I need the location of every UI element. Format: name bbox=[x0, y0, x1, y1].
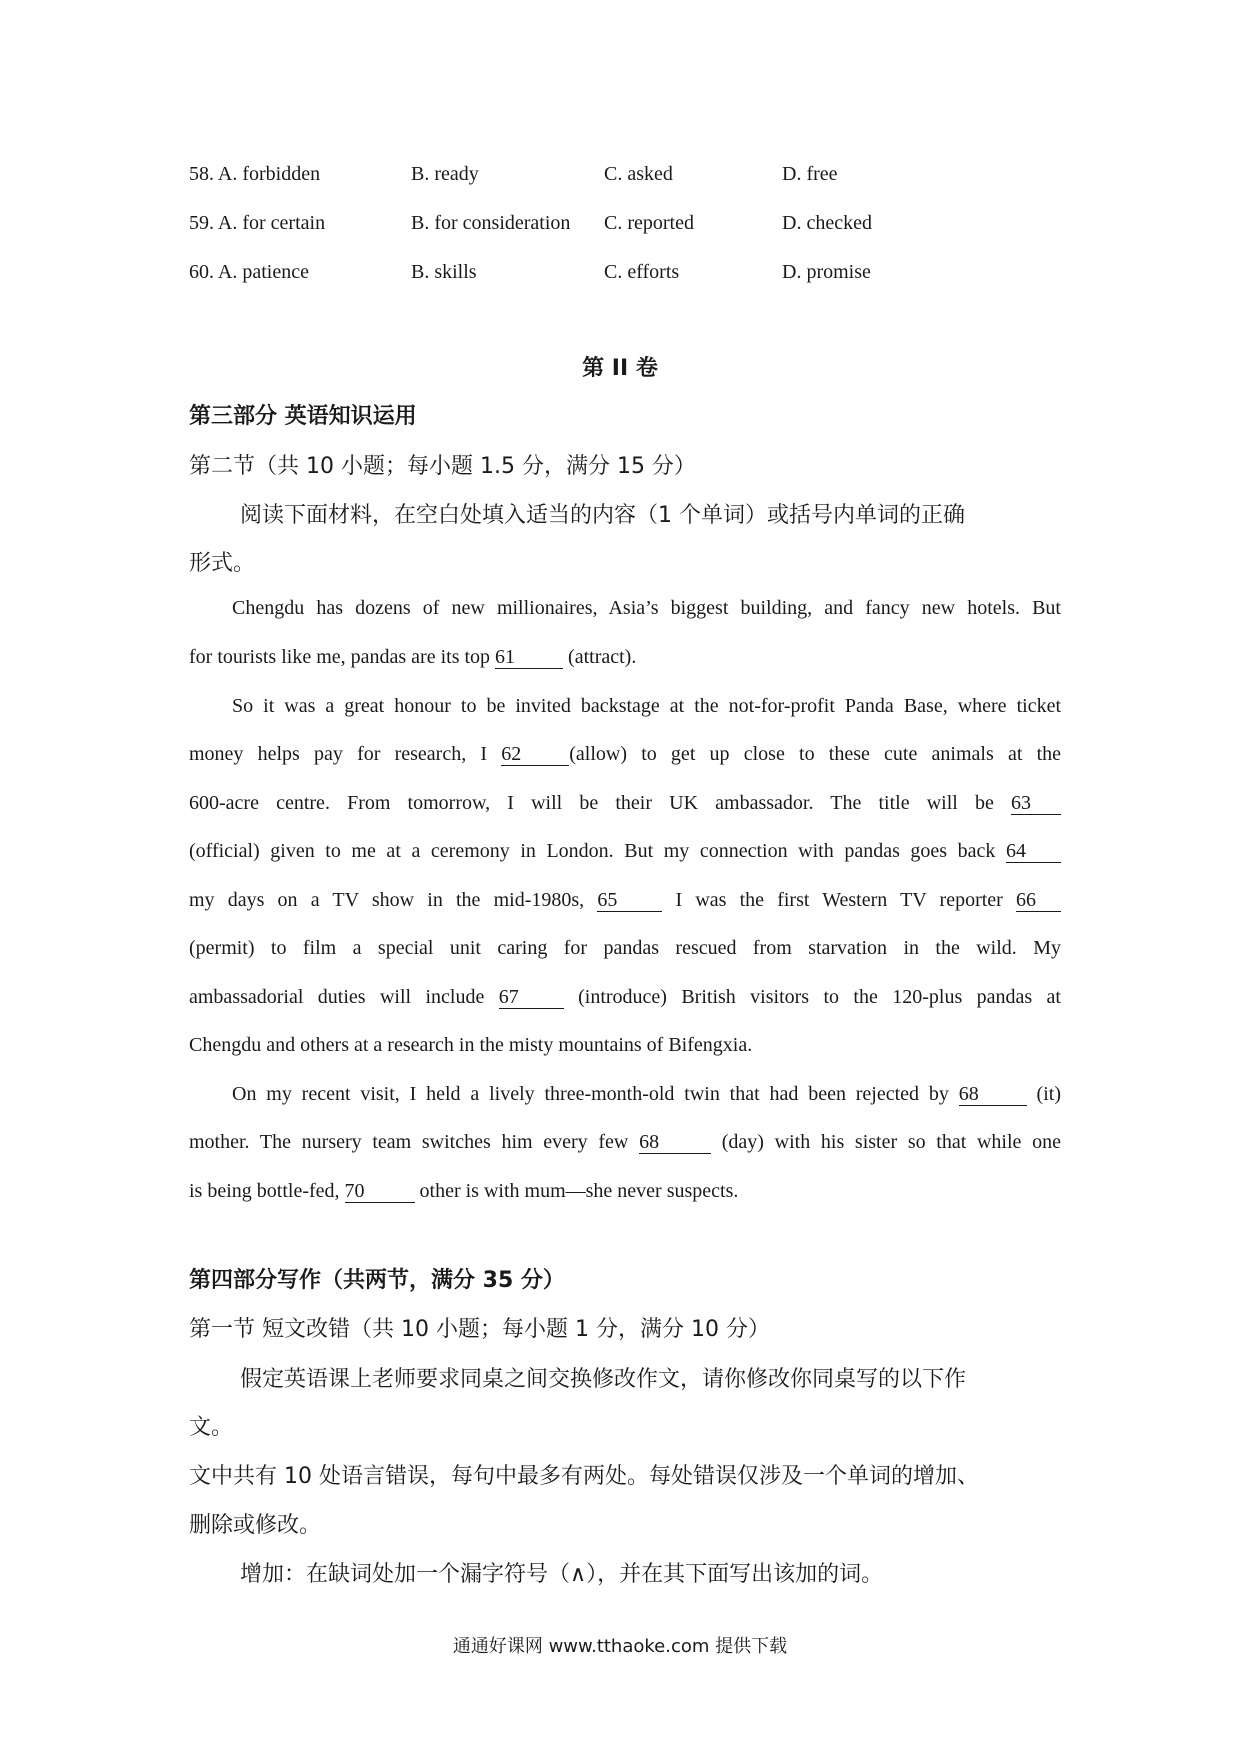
option-a: A. for certain bbox=[217, 212, 326, 234]
passage-line: ambassadorial duties will include 67 (introduce) British visitors to the 120-plus pandas at bbox=[189, 986, 1061, 1008]
blank-68: 68 bbox=[959, 1083, 1027, 1106]
option-b: B. skills bbox=[411, 261, 477, 283]
part3-title: 第三部分 英语知识运用 bbox=[189, 404, 417, 429]
volume-title: 第 II 卷 bbox=[582, 356, 658, 381]
option-d: D. checked bbox=[782, 212, 872, 234]
option-d: D. free bbox=[782, 163, 838, 185]
part4-rules-cont: 删除或修改。 bbox=[189, 1513, 322, 1538]
part4-section: 第一节 短文改错（共 10 小题；每小题 1 分，满分 10 分） bbox=[189, 1317, 770, 1342]
option-c: C. efforts bbox=[604, 261, 680, 283]
passage-line: my days on a TV show in the mid-1980s, 65 I was the first Western TV reporter 66 bbox=[189, 889, 1061, 919]
option-c: C. asked bbox=[604, 163, 673, 185]
part4-instruction: 假定英语课上老师要求同桌之间交换修改作文，请你修改你同桌写的以下作 bbox=[240, 1367, 967, 1392]
passage-line: 600-acre centre. From tomorrow, I will be their UK ambassador. The title will be 63 bbox=[189, 792, 1061, 822]
blank-70: 70 bbox=[345, 1180, 415, 1203]
question-number: 60. bbox=[189, 261, 214, 283]
page-footer: 通通好课网 www.tthaoke.com 提供下载 bbox=[452, 1636, 788, 1657]
part3-section: 第二节（共 10 小题；每小题 1.5 分，满分 15 分） bbox=[189, 454, 696, 479]
passage-line: money helps pay for research, I 62 (allow) to get up close to these cute animals at the bbox=[189, 743, 1061, 765]
part4-rules: 文中共有 10 处语言错误，每句中最多有两处。每处错误仅涉及一个单词的增加、 bbox=[189, 1464, 979, 1489]
option-d: D. promise bbox=[782, 261, 871, 283]
blank-67: 67 bbox=[499, 986, 564, 1009]
option-a: A. patience bbox=[217, 261, 309, 283]
option-c: C. reported bbox=[604, 212, 694, 234]
passage-line: On my recent visit, I held a lively three-month-old twin that had been rejected by 68 (it) bbox=[232, 1083, 1061, 1105]
blank-61: 61 bbox=[495, 646, 563, 669]
option-a: A. forbidden bbox=[217, 163, 321, 185]
blank-63: 63 bbox=[1011, 792, 1061, 815]
question-number: 59. bbox=[189, 212, 214, 234]
passage-line: (permit) to film a special unit caring for pandas rescued from starvation in the wild. My bbox=[189, 937, 1061, 959]
question-number: 58. bbox=[189, 163, 214, 185]
part3-instruction-cont: 形式。 bbox=[189, 551, 256, 576]
part4-add-rule: 增加：在缺词处加一个漏字符号（∧），并在其下面写出该加的词。 bbox=[240, 1562, 884, 1587]
option-b: B. for consideration bbox=[411, 212, 571, 234]
part4-instruction-cont: 文。 bbox=[189, 1415, 234, 1440]
passage-line: Chengdu and others at a research in the misty mountains of Bifengxia. bbox=[189, 1034, 753, 1056]
passage-line: So it was a great honour to be invited backstage at the not-for-profit Panda Base, where ticket bbox=[232, 695, 1061, 717]
passage-line: for tourists like me, pandas are its top 61 (attract). bbox=[189, 646, 637, 668]
blank-64: 64 bbox=[1006, 840, 1061, 863]
blank-66: 66 bbox=[1016, 889, 1061, 912]
passage-line: Chengdu has dozens of new millionaires, Asia’s biggest building, and fancy new hotels. But bbox=[232, 597, 1061, 619]
blank-69: 68 bbox=[639, 1131, 711, 1154]
option-b: B. ready bbox=[411, 163, 479, 185]
blank-65: 65 bbox=[597, 889, 662, 912]
passage-line: mother. The nursery team switches him every few 68 (day) with his sister so that while one bbox=[189, 1131, 1061, 1153]
passage-line: (official) given to me at a ceremony in London. But my connection with pandas goes back 64 bbox=[189, 840, 1061, 870]
blank-62: 62 bbox=[501, 743, 569, 766]
part3-instruction: 阅读下面材料，在空白处填入适当的内容（1 个单词）或括号内单词的正确 bbox=[240, 503, 965, 528]
passage-line: is being bottle-fed, 70 other is with mum—she never suspects. bbox=[189, 1180, 739, 1202]
part4-title: 第四部分写作（共两节，满分 35 分） bbox=[189, 1268, 565, 1293]
